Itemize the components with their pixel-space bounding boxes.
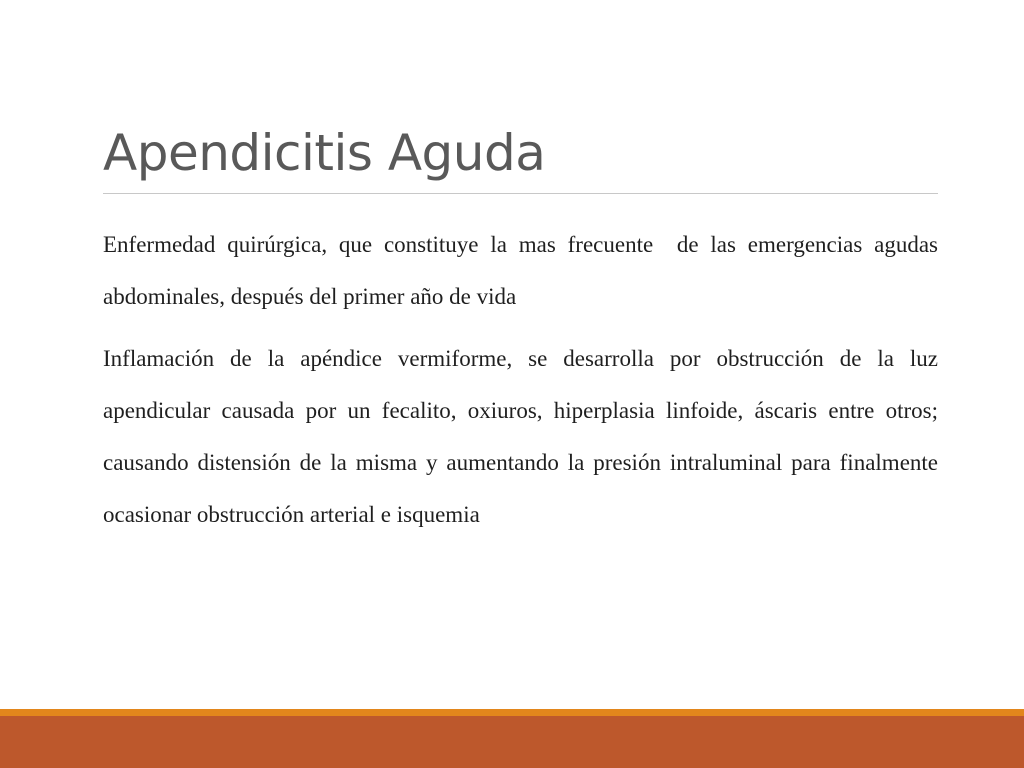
paragraph-definition: Enfermedad quirúrgica, que constituye la mas frecuente de las emergencias agudas abdominales, después del primer año de vida <box>103 232 944 309</box>
paragraph-pathophysiology: Inflamación de la apéndice vermiforme, se desarrolla por obstrucción de la luz apendicular causada por un fecalito, oxiuros, hiperplasia linfoide, áscaris entre otros; causando distensión de la misma y aumentando la presión intraluminal para finalmente ocasionar obstrucción arterial e isquemia <box>103 346 950 527</box>
title-divider <box>103 193 938 194</box>
footer-band <box>0 716 1024 768</box>
slide-title: Apendicitis Aguda <box>103 124 546 182</box>
slide-body <box>103 219 950 551</box>
accent-stripe <box>0 709 1024 716</box>
